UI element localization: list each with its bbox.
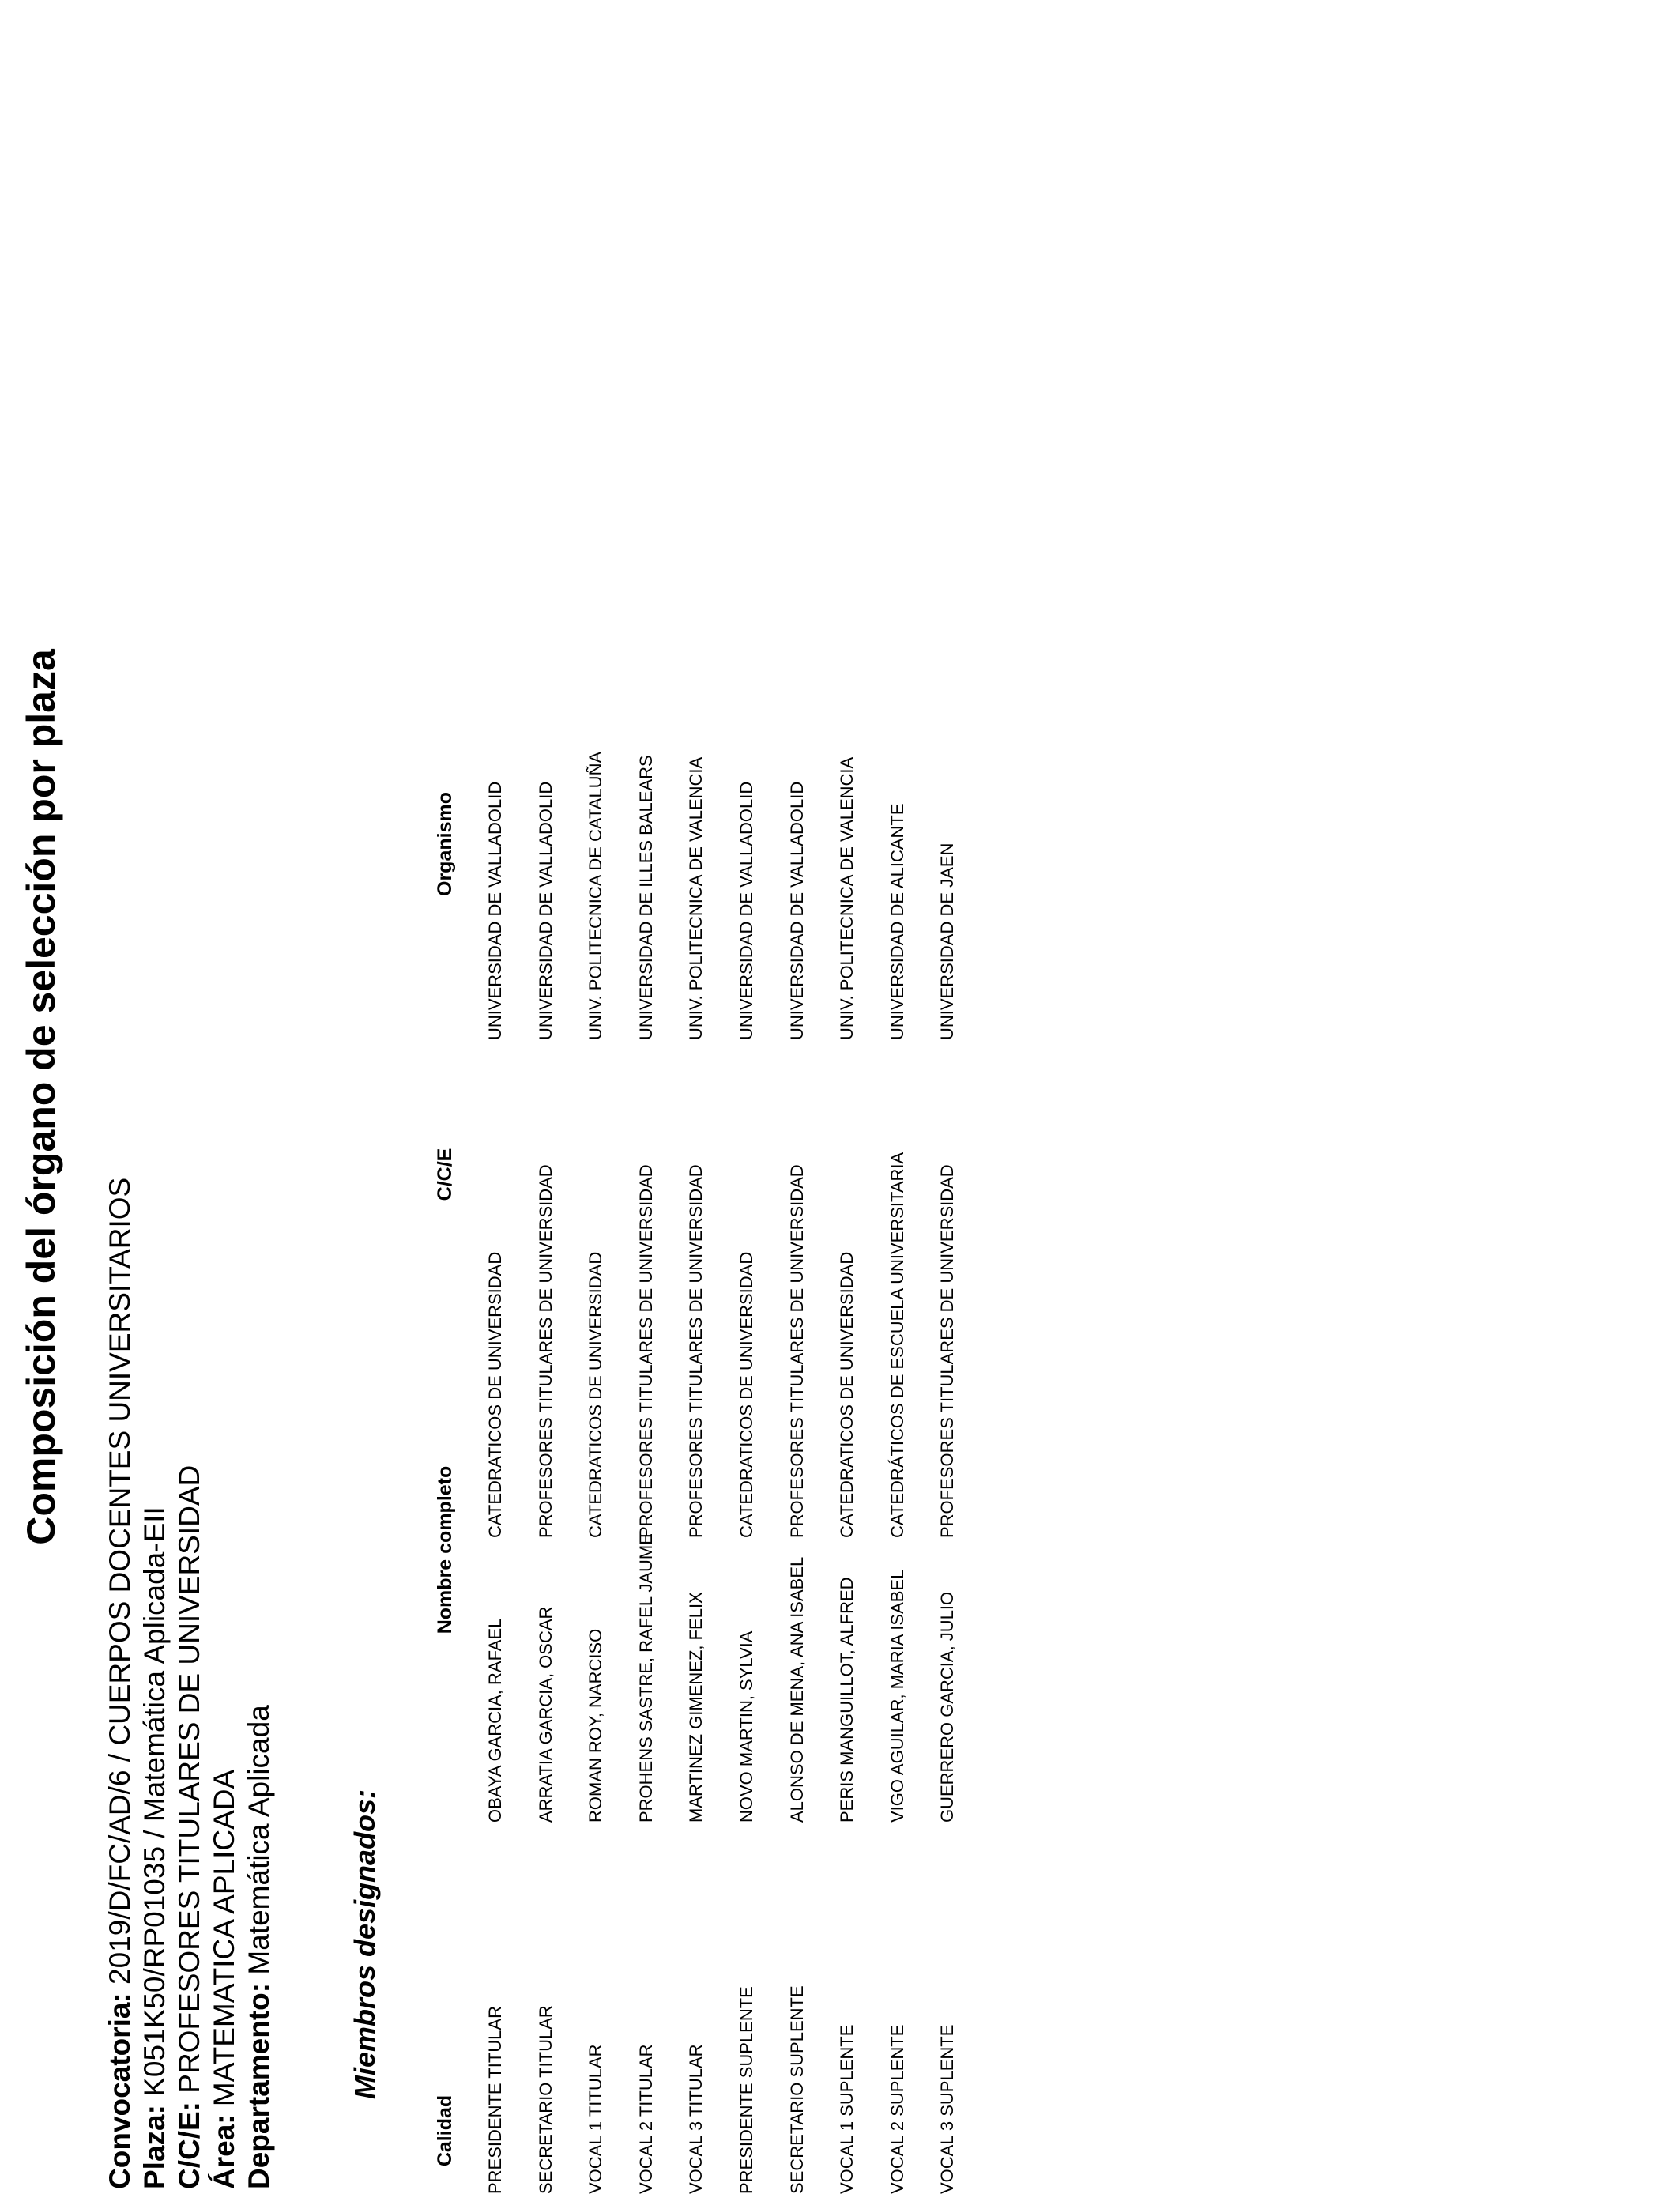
- table-cell-calidad: VOCAL 3 SUPLENTE: [937, 2024, 958, 2194]
- table-cell-nombre-completo: ROMAN ROY, NARCISO: [586, 1628, 606, 1823]
- table-cell-organismo: UNIV. POLITECNICA DE VALENCIA: [837, 756, 857, 1040]
- departamento-value: Matemática Aplicada: [243, 1705, 275, 1975]
- table-cell-nombre-completo: NOVO MARTIN, SYLVIA: [736, 1630, 756, 1823]
- plaza-value: K051K50/RP01035 / Matemática Aplicada-EII: [138, 1506, 171, 2097]
- table-cell-organismo: UNIVERSIDAD DE JAEN: [937, 843, 958, 1040]
- section-title: Miembros designados:: [348, 1789, 381, 2099]
- column-header-nombre-completo: Nombre completo: [434, 1465, 456, 1634]
- departamento-label: Departamento:: [243, 1982, 275, 2189]
- table-cell-calidad: VOCAL 1 SUPLENTE: [837, 2024, 857, 2194]
- table-cell-cce: PROFESORES TITULARES DE UNIVERSIDAD: [535, 1164, 556, 1538]
- column-header-calidad: Calidad: [434, 2094, 456, 2167]
- table-cell-nombre-completo: MARTINEZ GIMENEZ, FELIX: [686, 1592, 706, 1823]
- table-cell-nombre-completo: ARRATIA GARCIA, OSCAR: [535, 1606, 556, 1823]
- table-cell-cce: CATEDRATICOS DE UNIVERSIDAD: [586, 1251, 606, 1538]
- table-cell-nombre-completo: ALONSO DE MENA, ANA ISABEL: [786, 1556, 807, 1823]
- table-cell-calidad: PRESIDENTE SUPLENTE: [736, 1986, 756, 2194]
- table-cell-organismo: UNIVERSIDAD DE VALLADOLID: [535, 781, 556, 1040]
- convocatoria-label: Convocatoria:: [104, 1992, 136, 2189]
- table-cell-cce: CATEDRATICOS DE UNIVERSIDAD: [736, 1251, 756, 1538]
- table-cell-cce: PROFESORES TITULARES DE UNIVERSIDAD: [937, 1164, 958, 1538]
- table-cell-calidad: VOCAL 1 TITULAR: [586, 2044, 606, 2194]
- table-cell-nombre-completo: OBAYA GARCIA, RAFAEL: [485, 1618, 505, 1823]
- area-label: Área:: [208, 2114, 240, 2189]
- table-cell-calidad: VOCAL 3 TITULAR: [686, 2044, 706, 2194]
- area-value: MATEMATICA APLICADA: [208, 1769, 240, 2107]
- table-cell-calidad: SECRETARIO TITULAR: [535, 2005, 556, 2194]
- table-cell-organismo: UNIVERSIDAD DE VALLADOLID: [485, 781, 505, 1040]
- document-title: Composición del órgano de selección por plaza: [19, 649, 63, 1545]
- plaza-label: Plaza:: [138, 2105, 171, 2189]
- table-cell-organismo: UNIVERSIDAD DE ILLES BALEARS: [635, 755, 656, 1040]
- table-cell-cce: CATEDRATICOS DE UNIVERSIDAD: [837, 1251, 857, 1538]
- table-cell-nombre-completo: PERIS MANGUILLOT, ALFRED: [837, 1577, 857, 1823]
- column-header-cce: C/C/E: [434, 1148, 456, 1201]
- table-cell-calidad: VOCAL 2 TITULAR: [635, 2044, 656, 2194]
- convocatoria-value: 2019/D/FC/AD/6 / CUERPOS DOCENTES UNIVERSITARIOS: [104, 1177, 136, 1985]
- table-cell-cce: PROFESORES TITULARES DE UNIVERSIDAD: [635, 1164, 656, 1538]
- table-cell-calidad: SECRETARIO SUPLENTE: [786, 1985, 807, 2194]
- cce-label: C/C/E:: [173, 2102, 205, 2189]
- table-cell-organismo: UNIV. POLITECNICA DE CATALUÑA: [586, 751, 606, 1040]
- table-cell-nombre-completo: PROHENS SASTRE, RAFEL JAUME: [635, 1533, 656, 1823]
- table-cell-cce: PROFESORES TITULARES DE UNIVERSIDAD: [786, 1164, 807, 1538]
- table-cell-organismo: UNIVERSIDAD DE ALICANTE: [887, 803, 907, 1040]
- table-cell-nombre-completo: GUERRERO GARCIA, JULIO: [937, 1591, 958, 1823]
- table-cell-organismo: UNIV. POLITECNICA DE VALENCIA: [686, 756, 706, 1040]
- table-cell-calidad: PRESIDENTE TITULAR: [485, 2006, 505, 2194]
- column-header-organismo: Organismo: [434, 792, 456, 896]
- table-cell-cce: CATEDRÁTICOS DE ESCUELA UNIVERSITARIA: [887, 1152, 907, 1538]
- table-cell-cce: PROFESORES TITULARES DE UNIVERSIDAD: [686, 1164, 706, 1538]
- table-cell-cce: CATEDRATICOS DE UNIVERSIDAD: [485, 1251, 505, 1538]
- cce-value: PROFESORES TITULARES DE UNIVERSIDAD: [173, 1465, 205, 2094]
- table-cell-organismo: UNIVERSIDAD DE VALLADOLID: [736, 781, 756, 1040]
- table-cell-nombre-completo: VIGO AGUILAR, MARIA ISABEL: [887, 1569, 907, 1823]
- table-cell-organismo: UNIVERSIDAD DE VALLADOLID: [786, 781, 807, 1040]
- table-cell-calidad: VOCAL 2 SUPLENTE: [887, 2024, 907, 2194]
